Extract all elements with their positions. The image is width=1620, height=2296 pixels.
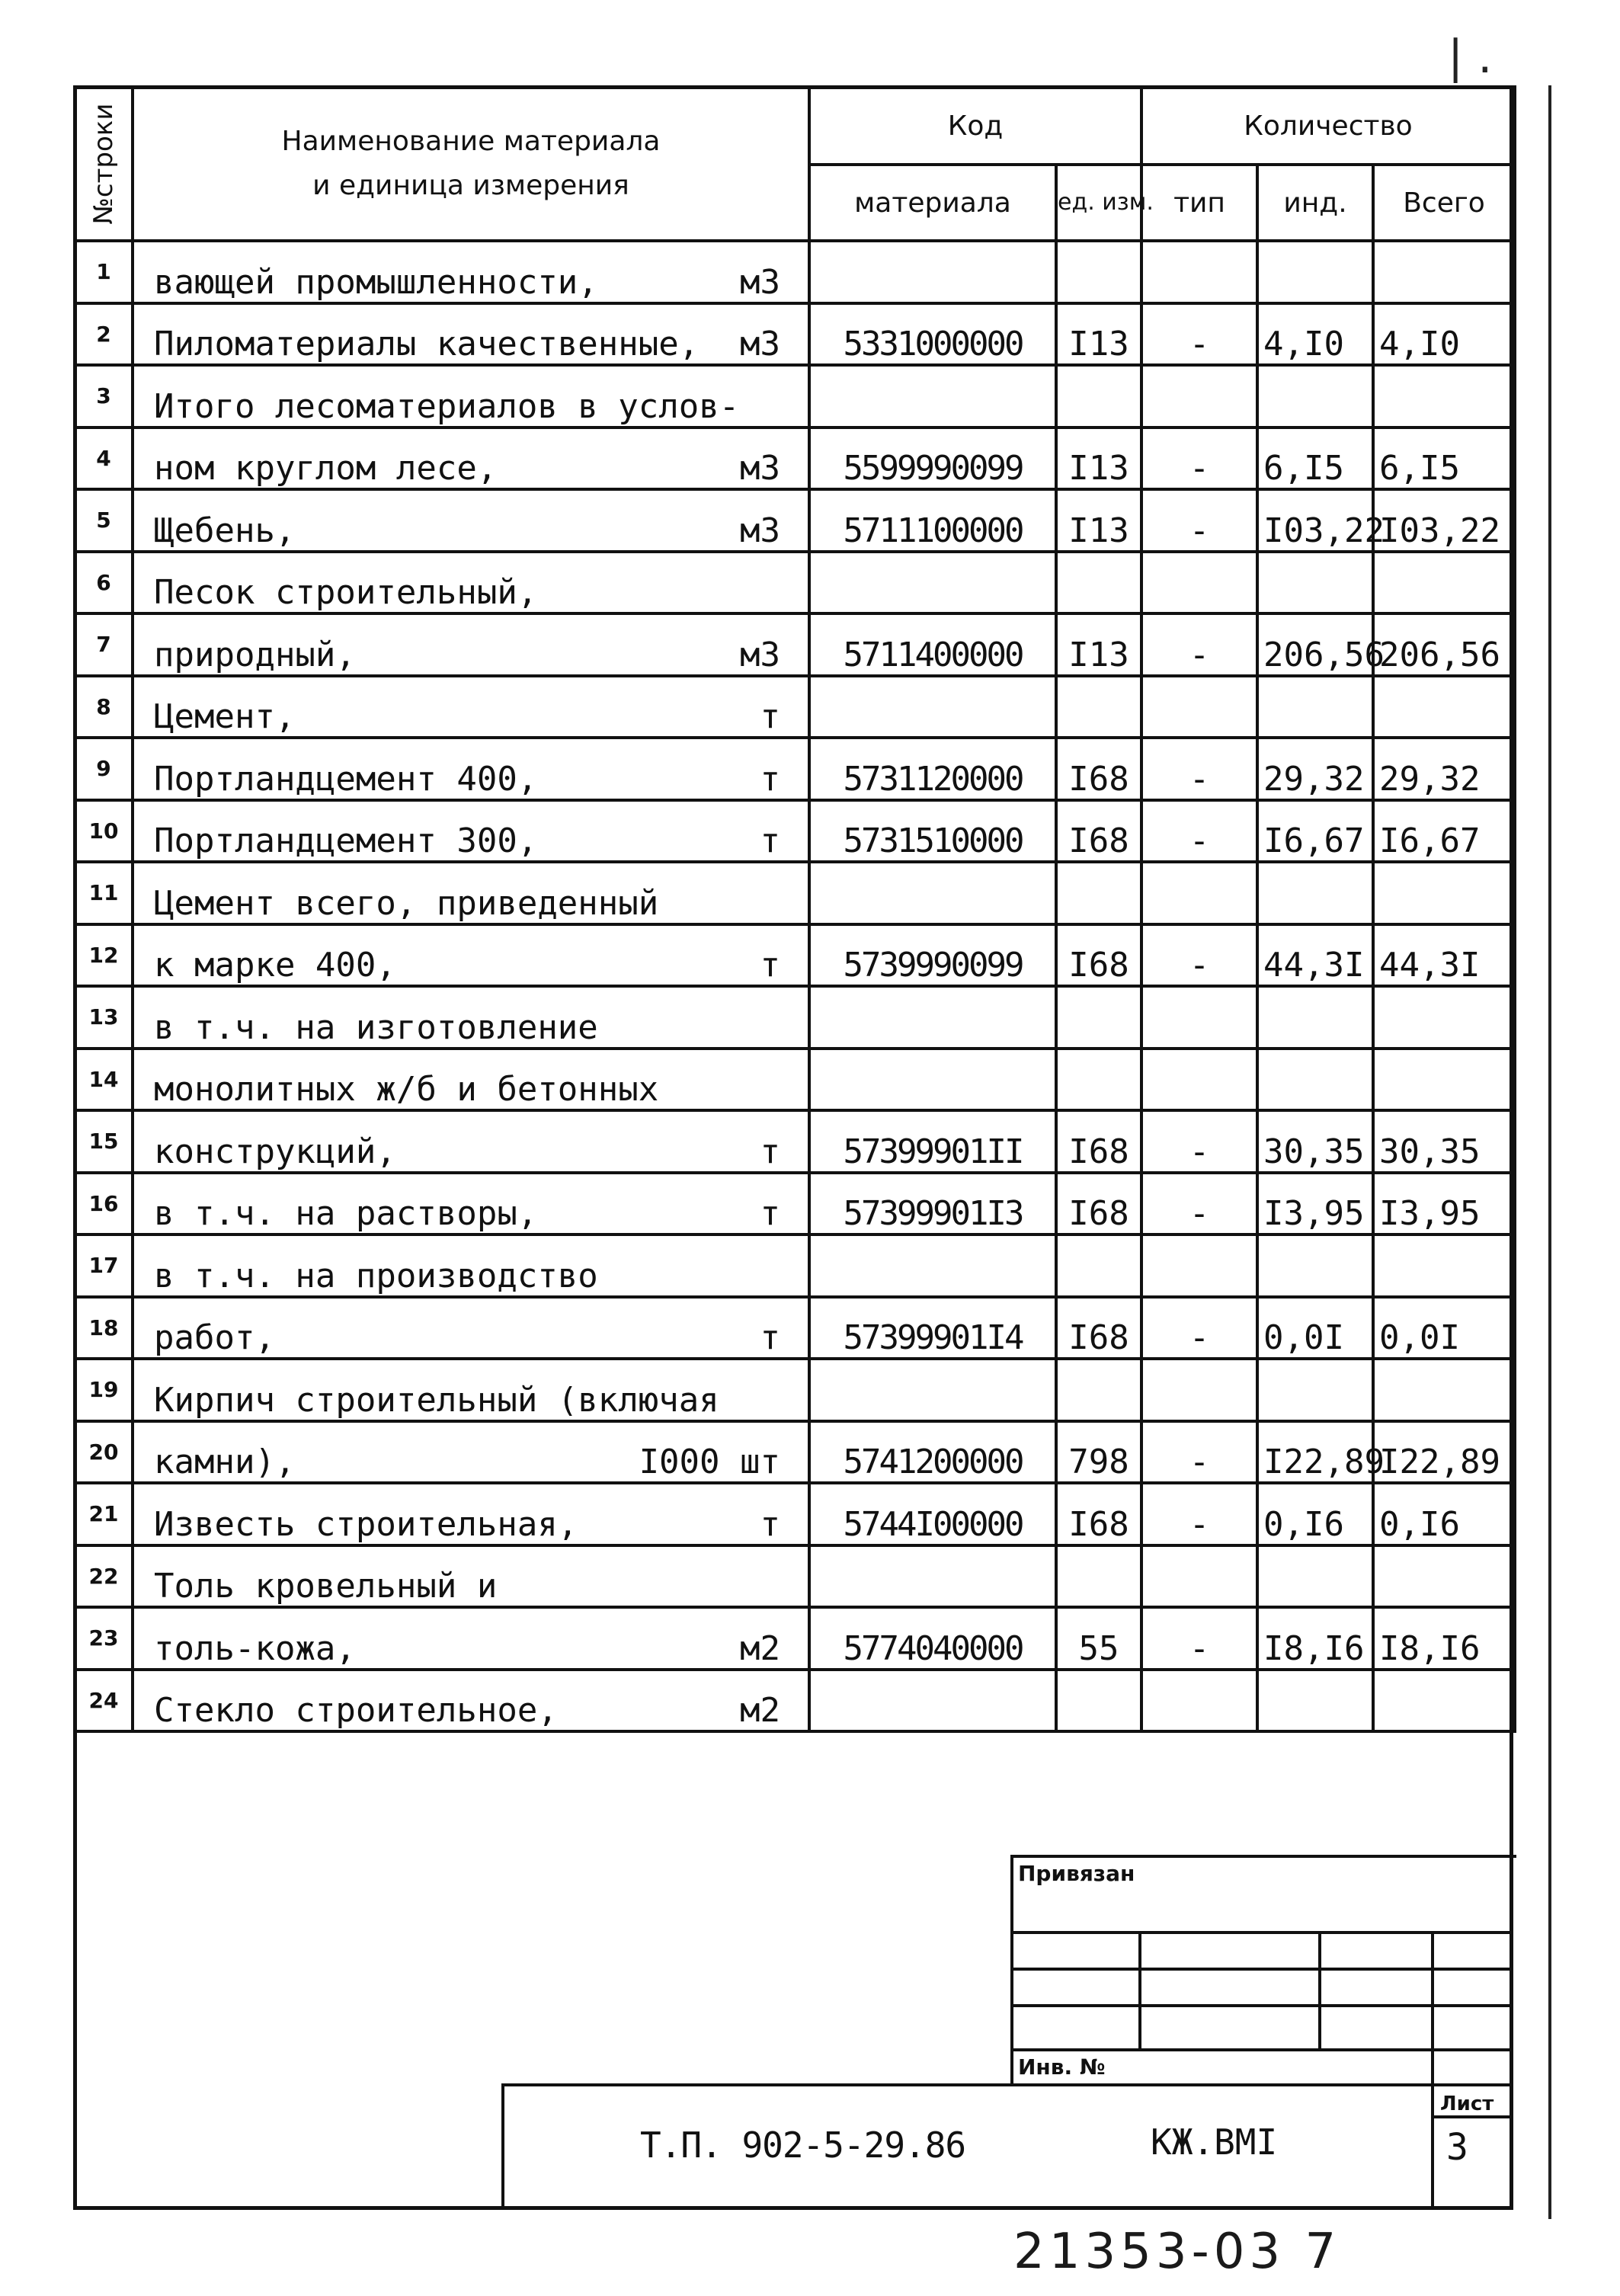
unit-code: I68 bbox=[1056, 1297, 1141, 1359]
material-name-text: Щебень, bbox=[154, 511, 296, 550]
material-name-text: Итого лесоматериалов в услов- bbox=[154, 386, 740, 426]
material-name-text: Пиломатериалы качественные, bbox=[154, 325, 700, 363]
row-number: 16 bbox=[75, 1173, 133, 1235]
quantity-ind: 4,I0 bbox=[1257, 303, 1373, 366]
material-unit: м2 bbox=[740, 1691, 780, 1730]
material-name-text: Цемент, bbox=[154, 697, 296, 736]
quantity-total: I03,22 bbox=[1373, 489, 1515, 552]
material-unit: м3 bbox=[740, 262, 780, 302]
quantity-ind: I03,22 bbox=[1257, 489, 1373, 552]
unit-code: I68 bbox=[1056, 1110, 1141, 1173]
material-code: 57399901II bbox=[809, 1110, 1056, 1173]
stamp-inv-label: Инв. № bbox=[1018, 2054, 1106, 2080]
row-number: 6 bbox=[75, 552, 133, 614]
material-unit: т bbox=[760, 1194, 780, 1233]
material-unit: м2 bbox=[740, 1628, 780, 1668]
header-name-line1: Наименование материала bbox=[281, 126, 661, 157]
header-name-line2: и единица измерения bbox=[312, 170, 629, 201]
header-row-number-label: №строки bbox=[88, 103, 119, 225]
material-name-text: в т.ч. на производство bbox=[154, 1256, 598, 1295]
material-name-text: Кирпич строительный (включая bbox=[154, 1380, 719, 1420]
row-number: 17 bbox=[75, 1234, 133, 1297]
row-number: 1 bbox=[75, 241, 133, 303]
material-name-text: природный, bbox=[154, 635, 356, 674]
material-unit: т bbox=[760, 1318, 780, 1357]
unit-code: 55 bbox=[1056, 1607, 1141, 1670]
material-unit: т bbox=[760, 1132, 780, 1171]
row-number: 7 bbox=[75, 613, 133, 676]
row-number: 9 bbox=[75, 738, 133, 800]
quantity-ind: 29,32 bbox=[1257, 738, 1373, 800]
quantity-ind: I22,89 bbox=[1257, 1421, 1373, 1484]
quantity-total: I8,I6 bbox=[1373, 1607, 1515, 1670]
quantity-type: - bbox=[1141, 1173, 1257, 1235]
quantity-type: - bbox=[1141, 489, 1257, 552]
row-number: 10 bbox=[75, 800, 133, 863]
material-code: 5711100000 bbox=[809, 489, 1056, 552]
document-code: Т.П. 902-5-29.86 bbox=[640, 2125, 966, 2166]
quantity-total: 6,I5 bbox=[1373, 427, 1515, 490]
header-code-material: материала bbox=[809, 165, 1056, 241]
material-unit: т bbox=[760, 1504, 780, 1544]
quantity-type: - bbox=[1141, 427, 1257, 490]
quantity-total: I3,95 bbox=[1373, 1173, 1515, 1235]
quantity-type: - bbox=[1141, 1297, 1257, 1359]
material-name-text: работ, bbox=[154, 1318, 275, 1357]
material-name-text: камни), bbox=[154, 1443, 296, 1481]
row-number: 5 bbox=[75, 489, 133, 552]
material-unit: м3 bbox=[740, 325, 780, 363]
right-margin-rule bbox=[1548, 85, 1551, 2219]
quantity-type: - bbox=[1141, 738, 1257, 800]
material-name-text: к марке 400, bbox=[154, 946, 396, 985]
material-name-text: вающей промышленности, bbox=[154, 262, 598, 302]
row-number: 8 bbox=[75, 676, 133, 738]
row-number: 20 bbox=[75, 1421, 133, 1484]
quantity-total: 0,I6 bbox=[1373, 1483, 1515, 1545]
quantity-ind: 6,I5 bbox=[1257, 427, 1373, 490]
material-unit: м3 bbox=[740, 635, 780, 674]
material-unit: м3 bbox=[740, 449, 780, 488]
quantity-total: 44,3I bbox=[1373, 924, 1515, 987]
quantity-ind: 0,I6 bbox=[1257, 1483, 1373, 1545]
material-code: 5741200000 bbox=[809, 1421, 1056, 1484]
row-number: 2 bbox=[75, 303, 133, 366]
row-number: 19 bbox=[75, 1359, 133, 1421]
material-unit: т bbox=[760, 821, 780, 860]
material-unit: т bbox=[760, 946, 780, 985]
material-code: 5739990099 bbox=[809, 924, 1056, 987]
quantity-type: - bbox=[1141, 1110, 1257, 1173]
material-unit: т bbox=[760, 759, 780, 799]
row-number: 4 bbox=[75, 427, 133, 490]
material-code: 5331000000 bbox=[809, 303, 1056, 366]
material-name-text: толь-кожа, bbox=[154, 1628, 356, 1668]
material-code: 57399901I4 bbox=[809, 1297, 1056, 1359]
material-name-text: ном круглом лесе, bbox=[154, 449, 498, 488]
material-name-text: Портландцемент 400, bbox=[154, 759, 538, 799]
material-code: 57399901I3 bbox=[809, 1173, 1056, 1235]
page-frame bbox=[73, 85, 1513, 2210]
unit-code: I68 bbox=[1056, 800, 1141, 863]
row-number: 23 bbox=[75, 1607, 133, 1670]
archive-number: 21353-03 7 bbox=[1013, 2224, 1341, 2280]
material-unit: I000 шт bbox=[639, 1443, 780, 1481]
quantity-total: 4,I0 bbox=[1373, 303, 1515, 366]
header-unit: ед. изм. bbox=[1056, 165, 1141, 241]
material-name-text: в т.ч. на растворы, bbox=[154, 1194, 538, 1233]
stamp-attached-label: Привязан bbox=[1018, 1861, 1135, 1886]
unit-code: 798 bbox=[1056, 1421, 1141, 1484]
quantity-total: 0,0I bbox=[1373, 1297, 1515, 1359]
row-number: 13 bbox=[75, 986, 133, 1049]
material-name-text: монолитных ж/б и бетонных bbox=[154, 1070, 659, 1109]
unit-code: I68 bbox=[1056, 924, 1141, 987]
material-name-text: Известь строительная, bbox=[154, 1504, 578, 1544]
row-number: 12 bbox=[75, 924, 133, 987]
material-code: 5774040000 bbox=[809, 1607, 1056, 1670]
unit-code: I13 bbox=[1056, 303, 1141, 366]
sheet-mark-code: КЖ.ВМI bbox=[1151, 2121, 1278, 2163]
unit-code: I68 bbox=[1056, 738, 1141, 800]
material-name-text: Портландцемент 300, bbox=[154, 821, 538, 860]
row-number: 24 bbox=[75, 1670, 133, 1732]
quantity-ind: 44,3I bbox=[1257, 924, 1373, 987]
material-name-text: Стекло строительное, bbox=[154, 1691, 558, 1730]
quantity-total: I22,89 bbox=[1373, 1421, 1515, 1484]
quantity-total: I6,67 bbox=[1373, 800, 1515, 863]
quantity-type: - bbox=[1141, 1483, 1257, 1545]
header-quantity-group: Количество bbox=[1141, 87, 1515, 165]
material-unit: т bbox=[760, 697, 780, 736]
material-name-text: Толь кровельный и bbox=[154, 1567, 498, 1606]
quantity-type: - bbox=[1141, 613, 1257, 676]
quantity-ind: 30,35 bbox=[1257, 1110, 1373, 1173]
unit-code: I13 bbox=[1056, 613, 1141, 676]
unit-code: I13 bbox=[1056, 427, 1141, 490]
material-name-text: конструкций, bbox=[154, 1132, 396, 1171]
quantity-type: - bbox=[1141, 800, 1257, 863]
material-unit: м3 bbox=[740, 511, 780, 550]
header-code-group: Код bbox=[809, 87, 1141, 165]
row-number: 14 bbox=[75, 1049, 133, 1111]
material-code: 5599990099 bbox=[809, 427, 1056, 490]
quantity-ind: 206,56 bbox=[1257, 613, 1373, 676]
material-code: 5731120000 bbox=[809, 738, 1056, 800]
quantity-total: 206,56 bbox=[1373, 613, 1515, 676]
row-number: 15 bbox=[75, 1110, 133, 1173]
corner-marks: | . bbox=[1448, 30, 1493, 84]
header-total: Всего bbox=[1373, 165, 1515, 241]
quantity-type: - bbox=[1141, 924, 1257, 987]
header-ind: инд. bbox=[1257, 165, 1373, 241]
material-code: 5711400000 bbox=[809, 613, 1056, 676]
unit-code: I68 bbox=[1056, 1483, 1141, 1545]
row-number: 18 bbox=[75, 1297, 133, 1359]
sheet-number: 3 bbox=[1446, 2126, 1468, 2169]
row-number: 11 bbox=[75, 862, 133, 924]
sheet-label: Лист bbox=[1440, 2093, 1494, 2115]
unit-code: I13 bbox=[1056, 489, 1141, 552]
material-code: 5731510000 bbox=[809, 800, 1056, 863]
material-code: 5744I00000 bbox=[809, 1483, 1056, 1545]
unit-code: I68 bbox=[1056, 1173, 1141, 1235]
quantity-type: - bbox=[1141, 1607, 1257, 1670]
row-number: 21 bbox=[75, 1483, 133, 1545]
material-name-text: в т.ч. на изготовление bbox=[154, 1007, 598, 1047]
material-name-text: Цемент всего, приведенный bbox=[154, 883, 659, 923]
quantity-ind: I8,I6 bbox=[1257, 1607, 1373, 1670]
row-number: 3 bbox=[75, 365, 133, 427]
quantity-ind: I3,95 bbox=[1257, 1173, 1373, 1235]
quantity-ind: 0,0I bbox=[1257, 1297, 1373, 1359]
quantity-total: 29,32 bbox=[1373, 738, 1515, 800]
header-type: тип bbox=[1141, 165, 1257, 241]
quantity-total: 30,35 bbox=[1373, 1110, 1515, 1173]
quantity-type: - bbox=[1141, 303, 1257, 366]
quantity-type: - bbox=[1141, 1421, 1257, 1484]
row-number: 22 bbox=[75, 1545, 133, 1608]
material-name-text: Песок строительный, bbox=[154, 573, 538, 612]
quantity-ind: I6,67 bbox=[1257, 800, 1373, 863]
